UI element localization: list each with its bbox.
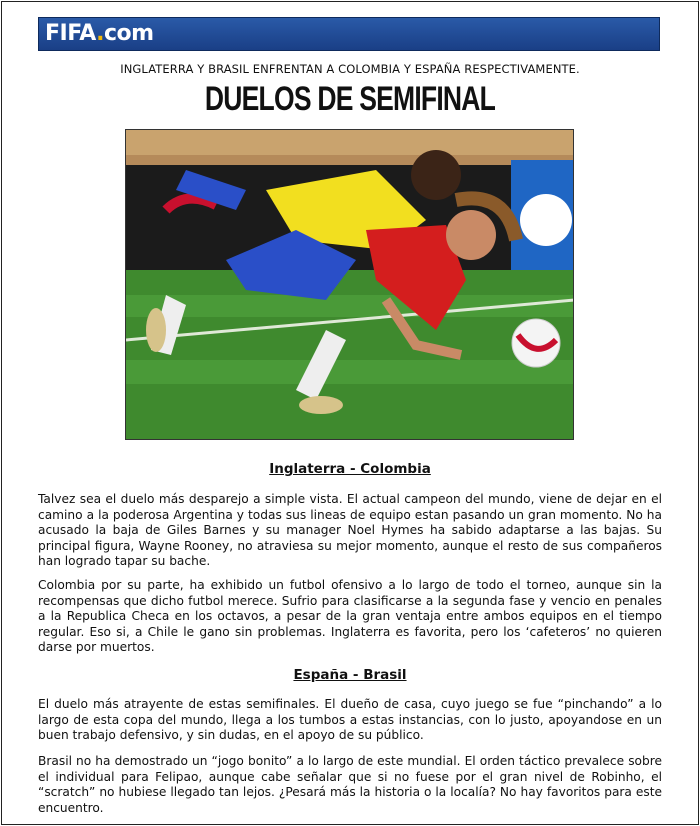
article-kicker: INGLATERRA Y BRASIL ENFRENTAN A COLOMBIA Y ESPAÑA RESPECTIVAMENTE.: [120, 62, 580, 76]
section-heading: Inglaterra - Colombia: [269, 461, 431, 477]
match-photo: [125, 129, 574, 440]
article-headline: DUELOS DE SEMIFINAL: [204, 80, 496, 118]
site-banner[interactable]: [38, 17, 660, 51]
players-illustration: [126, 130, 574, 440]
fifa-logo[interactable]: FIFA.com: [45, 21, 154, 46]
section-heading: España - Brasil: [293, 667, 407, 683]
paragraph: El duelo más atrayente de estas semifinales. El dueño de casa, cuyo juego se fue “pinchando” a lo largo de esta copa del mundo, llega a los tumbos a estas instancias, con lo justo, apoyandose en un buen trabajo defensivo, y sin dudas, en el apoyo de su público.: [38, 697, 662, 743]
paragraph: Colombia por su parte, ha exhibido un futbol ofensivo a lo largo de todo el torneo, aunque sin la recompensas que dicho futbol merece. Sufrio para clasificarse a la segunda fase y vencio en penales a la Republica Checa en los octavos, a pesar de la gran ventaja entre ambos equipos en el tiempo regular. Eso si, a Chile le gano sin problemas. Inglaterra es favorita, pero los ‘cafeteros’ no quieren darse por muertos.: [38, 578, 662, 655]
paragraph: Talvez sea el duelo más desparejo a simple vista. El actual campeon del mundo, viene de dejar en el camino a la poderosa Argentina y todas sus lineas de equipo estan pasando un gran momento. No ha acusado la baja de Giles Barnes y su manager Noel Hymes ha sabido adaptarse a las bajas. Su principal figura, Wayne Rooney, no atraviesa su mejor momento, aunque el resto de sus compañeros han logrado tapar su bache.: [38, 492, 662, 569]
paragraph: Brasil no ha demostrado un “jogo bonito” a lo largo de este mundial. El orden táctico prevalece sobre el individual para Felipao, aunque cabe señalar que si no fuese por el gran nivel de Robinho, el “scratch” no hubiese llegado tan lejos. ¿Pesará más la historia o la localía? No hay favoritos para este encuentro.: [38, 754, 662, 815]
